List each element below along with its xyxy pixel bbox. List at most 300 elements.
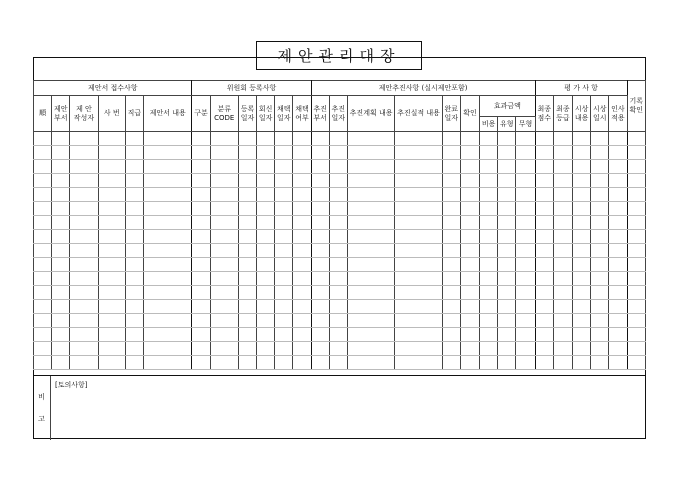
table-cell[interactable]: [293, 300, 311, 314]
table-cell[interactable]: [553, 286, 572, 300]
table-cell[interactable]: [498, 146, 516, 160]
table-cell[interactable]: [553, 314, 572, 328]
table-cell[interactable]: [192, 342, 210, 356]
table-cell[interactable]: [535, 314, 553, 328]
table-cell[interactable]: [535, 328, 553, 342]
table-cell[interactable]: [609, 188, 627, 202]
table-cell[interactable]: [257, 132, 275, 146]
table-cell[interactable]: [460, 300, 479, 314]
table-cell[interactable]: [516, 160, 535, 174]
table-cell[interactable]: [573, 174, 591, 188]
table-cell[interactable]: [52, 356, 70, 370]
table-cell[interactable]: [591, 216, 609, 230]
table-cell[interactable]: [275, 230, 293, 244]
table-cell[interactable]: [516, 356, 535, 370]
table-cell[interactable]: [329, 244, 347, 258]
table-cell[interactable]: [210, 328, 238, 342]
table-cell[interactable]: [293, 258, 311, 272]
table-cell[interactable]: [498, 174, 516, 188]
table-cell[interactable]: [460, 328, 479, 342]
table-cell[interactable]: [480, 272, 498, 286]
table-cell[interactable]: [275, 160, 293, 174]
table-cell[interactable]: [480, 132, 498, 146]
table-cell[interactable]: [553, 146, 572, 160]
table-cell[interactable]: [480, 202, 498, 216]
table-cell[interactable]: [573, 216, 591, 230]
table-cell[interactable]: [34, 342, 52, 356]
table-cell[interactable]: [70, 216, 98, 230]
table-cell[interactable]: [70, 300, 98, 314]
table-cell[interactable]: [498, 160, 516, 174]
table-cell[interactable]: [238, 258, 256, 272]
table-cell[interactable]: [52, 216, 70, 230]
table-cell[interactable]: [143, 202, 191, 216]
table-cell[interactable]: [257, 160, 275, 174]
table-cell[interactable]: [516, 146, 535, 160]
table-cell[interactable]: [535, 244, 553, 258]
table-cell[interactable]: [498, 314, 516, 328]
table-cell[interactable]: [535, 160, 553, 174]
table-cell[interactable]: [70, 328, 98, 342]
table-cell[interactable]: [347, 188, 394, 202]
table-cell[interactable]: [573, 146, 591, 160]
table-cell[interactable]: [98, 216, 125, 230]
table-cell[interactable]: [480, 286, 498, 300]
table-cell[interactable]: [573, 328, 591, 342]
table-cell[interactable]: [573, 286, 591, 300]
table-cell[interactable]: [535, 174, 553, 188]
table-cell[interactable]: [329, 174, 347, 188]
table-cell[interactable]: [210, 314, 238, 328]
table-cell[interactable]: [143, 230, 191, 244]
table-cell[interactable]: [52, 342, 70, 356]
table-cell[interactable]: [516, 314, 535, 328]
table-cell[interactable]: [125, 272, 143, 286]
table-cell[interactable]: [535, 342, 553, 356]
table-cell[interactable]: [460, 188, 479, 202]
table-cell[interactable]: [257, 356, 275, 370]
table-cell[interactable]: [143, 188, 191, 202]
table-cell[interactable]: [627, 174, 645, 188]
table-cell[interactable]: [460, 146, 479, 160]
table-cell[interactable]: [442, 342, 460, 356]
table-cell[interactable]: [238, 272, 256, 286]
table-cell[interactable]: [210, 230, 238, 244]
table-cell[interactable]: [293, 286, 311, 300]
table-cell[interactable]: [627, 230, 645, 244]
table-cell[interactable]: [442, 314, 460, 328]
table-cell[interactable]: [125, 230, 143, 244]
table-cell[interactable]: [609, 356, 627, 370]
table-cell[interactable]: [34, 160, 52, 174]
table-cell[interactable]: [311, 174, 329, 188]
table-cell[interactable]: [609, 300, 627, 314]
table-cell[interactable]: [498, 328, 516, 342]
table-cell[interactable]: [210, 300, 238, 314]
table-cell[interactable]: [627, 258, 645, 272]
table-cell[interactable]: [125, 244, 143, 258]
table-cell[interactable]: [591, 258, 609, 272]
table-cell[interactable]: [442, 132, 460, 146]
table-cell[interactable]: [460, 244, 479, 258]
table-cell[interactable]: [442, 146, 460, 160]
table-cell[interactable]: [395, 258, 442, 272]
table-cell[interactable]: [442, 300, 460, 314]
table-cell[interactable]: [591, 160, 609, 174]
table-cell[interactable]: [553, 230, 572, 244]
table-cell[interactable]: [573, 188, 591, 202]
table-cell[interactable]: [347, 202, 394, 216]
table-cell[interactable]: [143, 342, 191, 356]
table-cell[interactable]: [125, 174, 143, 188]
table-cell[interactable]: [143, 356, 191, 370]
table-cell[interactable]: [460, 160, 479, 174]
table-cell[interactable]: [442, 258, 460, 272]
table-cell[interactable]: [609, 342, 627, 356]
table-cell[interactable]: [516, 328, 535, 342]
table-cell[interactable]: [516, 216, 535, 230]
table-cell[interactable]: [395, 160, 442, 174]
table-cell[interactable]: [627, 216, 645, 230]
table-cell[interactable]: [535, 272, 553, 286]
table-cell[interactable]: [275, 286, 293, 300]
table-cell[interactable]: [573, 272, 591, 286]
table-cell[interactable]: [257, 286, 275, 300]
table-cell[interactable]: [257, 314, 275, 328]
table-cell[interactable]: [395, 188, 442, 202]
table-cell[interactable]: [238, 132, 256, 146]
table-cell[interactable]: [192, 132, 210, 146]
table-cell[interactable]: [329, 160, 347, 174]
table-cell[interactable]: [192, 258, 210, 272]
table-cell[interactable]: [192, 146, 210, 160]
table-cell[interactable]: [573, 230, 591, 244]
table-cell[interactable]: [210, 160, 238, 174]
table-cell[interactable]: [52, 230, 70, 244]
table-cell[interactable]: [609, 146, 627, 160]
table-cell[interactable]: [311, 132, 329, 146]
table-cell[interactable]: [480, 314, 498, 328]
table-cell[interactable]: [125, 258, 143, 272]
table-cell[interactable]: [125, 188, 143, 202]
table-cell[interactable]: [516, 258, 535, 272]
table-cell[interactable]: [257, 188, 275, 202]
table-cell[interactable]: [347, 342, 394, 356]
table-cell[interactable]: [516, 188, 535, 202]
table-cell[interactable]: [480, 244, 498, 258]
table-cell[interactable]: [573, 300, 591, 314]
table-cell[interactable]: [275, 356, 293, 370]
table-cell[interactable]: [311, 188, 329, 202]
table-cell[interactable]: [70, 356, 98, 370]
table-cell[interactable]: [192, 216, 210, 230]
table-cell[interactable]: [52, 202, 70, 216]
table-cell[interactable]: [480, 342, 498, 356]
table-cell[interactable]: [311, 258, 329, 272]
table-cell[interactable]: [143, 132, 191, 146]
table-cell[interactable]: [516, 300, 535, 314]
table-cell[interactable]: [210, 244, 238, 258]
table-cell[interactable]: [34, 202, 52, 216]
table-cell[interactable]: [238, 300, 256, 314]
table-cell[interactable]: [125, 216, 143, 230]
table-cell[interactable]: [293, 146, 311, 160]
table-cell[interactable]: [627, 132, 645, 146]
table-cell[interactable]: [573, 244, 591, 258]
table-cell[interactable]: [52, 188, 70, 202]
table-cell[interactable]: [573, 258, 591, 272]
table-cell[interactable]: [627, 146, 645, 160]
table-cell[interactable]: [70, 258, 98, 272]
table-cell[interactable]: [347, 328, 394, 342]
table-cell[interactable]: [442, 202, 460, 216]
table-cell[interactable]: [329, 258, 347, 272]
table-cell[interactable]: [553, 174, 572, 188]
table-cell[interactable]: [329, 328, 347, 342]
table-cell[interactable]: [210, 202, 238, 216]
table-cell[interactable]: [238, 244, 256, 258]
table-cell[interactable]: [329, 356, 347, 370]
table-cell[interactable]: [498, 300, 516, 314]
table-cell[interactable]: [347, 314, 394, 328]
table-cell[interactable]: [257, 174, 275, 188]
table-cell[interactable]: [275, 300, 293, 314]
table-cell[interactable]: [238, 230, 256, 244]
table-cell[interactable]: [498, 202, 516, 216]
table-cell[interactable]: [257, 300, 275, 314]
table-cell[interactable]: [329, 314, 347, 328]
table-cell[interactable]: [498, 188, 516, 202]
table-cell[interactable]: [627, 272, 645, 286]
table-cell[interactable]: [347, 174, 394, 188]
table-cell[interactable]: [311, 160, 329, 174]
table-cell[interactable]: [125, 286, 143, 300]
table-cell[interactable]: [125, 328, 143, 342]
table-cell[interactable]: [347, 146, 394, 160]
table-cell[interactable]: [516, 272, 535, 286]
table-cell[interactable]: [257, 272, 275, 286]
table-cell[interactable]: [498, 342, 516, 356]
table-cell[interactable]: [98, 286, 125, 300]
table-cell[interactable]: [192, 328, 210, 342]
table-cell[interactable]: [553, 244, 572, 258]
table-cell[interactable]: [98, 328, 125, 342]
table-cell[interactable]: [480, 160, 498, 174]
table-cell[interactable]: [573, 160, 591, 174]
table-cell[interactable]: [98, 356, 125, 370]
table-cell[interactable]: [293, 328, 311, 342]
table-cell[interactable]: [460, 202, 479, 216]
table-cell[interactable]: [192, 300, 210, 314]
table-cell[interactable]: [591, 342, 609, 356]
table-cell[interactable]: [98, 244, 125, 258]
table-cell[interactable]: [210, 146, 238, 160]
table-cell[interactable]: [627, 160, 645, 174]
table-cell[interactable]: [480, 300, 498, 314]
table-cell[interactable]: [498, 216, 516, 230]
table-cell[interactable]: [535, 146, 553, 160]
table-cell[interactable]: [34, 188, 52, 202]
table-cell[interactable]: [535, 188, 553, 202]
table-cell[interactable]: [311, 230, 329, 244]
table-cell[interactable]: [257, 258, 275, 272]
table-cell[interactable]: [516, 230, 535, 244]
table-cell[interactable]: [553, 202, 572, 216]
table-cell[interactable]: [573, 202, 591, 216]
table-cell[interactable]: [34, 258, 52, 272]
table-cell[interactable]: [143, 258, 191, 272]
table-cell[interactable]: [238, 146, 256, 160]
table-cell[interactable]: [591, 146, 609, 160]
table-cell[interactable]: [480, 258, 498, 272]
table-cell[interactable]: [143, 286, 191, 300]
table-cell[interactable]: [34, 314, 52, 328]
table-cell[interactable]: [347, 244, 394, 258]
table-cell[interactable]: [70, 202, 98, 216]
table-cell[interactable]: [395, 216, 442, 230]
table-cell[interactable]: [192, 174, 210, 188]
table-cell[interactable]: [591, 272, 609, 286]
table-cell[interactable]: [52, 244, 70, 258]
table-cell[interactable]: [125, 132, 143, 146]
table-cell[interactable]: [329, 132, 347, 146]
table-cell[interactable]: [192, 272, 210, 286]
table-cell[interactable]: [480, 174, 498, 188]
table-cell[interactable]: [275, 258, 293, 272]
table-cell[interactable]: [238, 356, 256, 370]
table-cell[interactable]: [52, 286, 70, 300]
table-cell[interactable]: [395, 314, 442, 328]
table-cell[interactable]: [395, 146, 442, 160]
table-cell[interactable]: [257, 216, 275, 230]
table-cell[interactable]: [210, 356, 238, 370]
table-cell[interactable]: [275, 146, 293, 160]
table-cell[interactable]: [480, 188, 498, 202]
table-cell[interactable]: [498, 244, 516, 258]
table-cell[interactable]: [627, 286, 645, 300]
table-cell[interactable]: [192, 286, 210, 300]
table-cell[interactable]: [98, 300, 125, 314]
table-cell[interactable]: [275, 244, 293, 258]
table-cell[interactable]: [52, 146, 70, 160]
table-cell[interactable]: [34, 146, 52, 160]
table-cell[interactable]: [293, 244, 311, 258]
table-cell[interactable]: [442, 216, 460, 230]
table-cell[interactable]: [573, 132, 591, 146]
table-cell[interactable]: [460, 216, 479, 230]
table-cell[interactable]: [275, 174, 293, 188]
table-cell[interactable]: [535, 286, 553, 300]
table-cell[interactable]: [535, 132, 553, 146]
table-cell[interactable]: [442, 328, 460, 342]
table-cell[interactable]: [192, 202, 210, 216]
table-cell[interactable]: [52, 314, 70, 328]
table-cell[interactable]: [395, 286, 442, 300]
table-cell[interactable]: [347, 160, 394, 174]
table-cell[interactable]: [98, 230, 125, 244]
table-cell[interactable]: [329, 272, 347, 286]
table-cell[interactable]: [192, 188, 210, 202]
table-cell[interactable]: [591, 314, 609, 328]
table-cell[interactable]: [498, 258, 516, 272]
table-cell[interactable]: [293, 132, 311, 146]
table-cell[interactable]: [257, 146, 275, 160]
table-cell[interactable]: [627, 300, 645, 314]
table-cell[interactable]: [329, 342, 347, 356]
table-cell[interactable]: [609, 230, 627, 244]
table-cell[interactable]: [609, 132, 627, 146]
table-cell[interactable]: [395, 272, 442, 286]
table-cell[interactable]: [516, 174, 535, 188]
table-cell[interactable]: [257, 328, 275, 342]
table-cell[interactable]: [143, 216, 191, 230]
table-cell[interactable]: [34, 132, 52, 146]
table-cell[interactable]: [275, 132, 293, 146]
table-cell[interactable]: [293, 314, 311, 328]
table-cell[interactable]: [591, 174, 609, 188]
table-cell[interactable]: [591, 300, 609, 314]
table-cell[interactable]: [329, 300, 347, 314]
table-cell[interactable]: [257, 342, 275, 356]
table-cell[interactable]: [609, 216, 627, 230]
table-cell[interactable]: [210, 174, 238, 188]
table-cell[interactable]: [192, 160, 210, 174]
table-cell[interactable]: [70, 160, 98, 174]
table-cell[interactable]: [311, 286, 329, 300]
table-cell[interactable]: [609, 202, 627, 216]
table-cell[interactable]: [442, 272, 460, 286]
table-cell[interactable]: [311, 244, 329, 258]
table-cell[interactable]: [591, 188, 609, 202]
table-cell[interactable]: [52, 272, 70, 286]
table-cell[interactable]: [591, 286, 609, 300]
table-cell[interactable]: [627, 244, 645, 258]
table-cell[interactable]: [311, 356, 329, 370]
table-cell[interactable]: [125, 314, 143, 328]
table-cell[interactable]: [238, 202, 256, 216]
table-cell[interactable]: [257, 202, 275, 216]
table-cell[interactable]: [238, 328, 256, 342]
table-cell[interactable]: [329, 216, 347, 230]
table-cell[interactable]: [347, 258, 394, 272]
table-cell[interactable]: [143, 328, 191, 342]
table-cell[interactable]: [98, 132, 125, 146]
table-cell[interactable]: [609, 160, 627, 174]
table-cell[interactable]: [535, 230, 553, 244]
table-cell[interactable]: [395, 244, 442, 258]
table-cell[interactable]: [311, 300, 329, 314]
table-cell[interactable]: [34, 272, 52, 286]
table-cell[interactable]: [516, 202, 535, 216]
table-cell[interactable]: [329, 146, 347, 160]
table-cell[interactable]: [627, 314, 645, 328]
table-cell[interactable]: [293, 202, 311, 216]
table-cell[interactable]: [98, 314, 125, 328]
table-cell[interactable]: [311, 314, 329, 328]
table-cell[interactable]: [238, 342, 256, 356]
table-cell[interactable]: [311, 146, 329, 160]
table-cell[interactable]: [34, 328, 52, 342]
table-cell[interactable]: [442, 174, 460, 188]
table-cell[interactable]: [535, 356, 553, 370]
table-cell[interactable]: [395, 230, 442, 244]
table-cell[interactable]: [498, 132, 516, 146]
table-cell[interactable]: [553, 188, 572, 202]
table-cell[interactable]: [257, 230, 275, 244]
table-cell[interactable]: [591, 230, 609, 244]
table-cell[interactable]: [70, 286, 98, 300]
table-cell[interactable]: [591, 202, 609, 216]
